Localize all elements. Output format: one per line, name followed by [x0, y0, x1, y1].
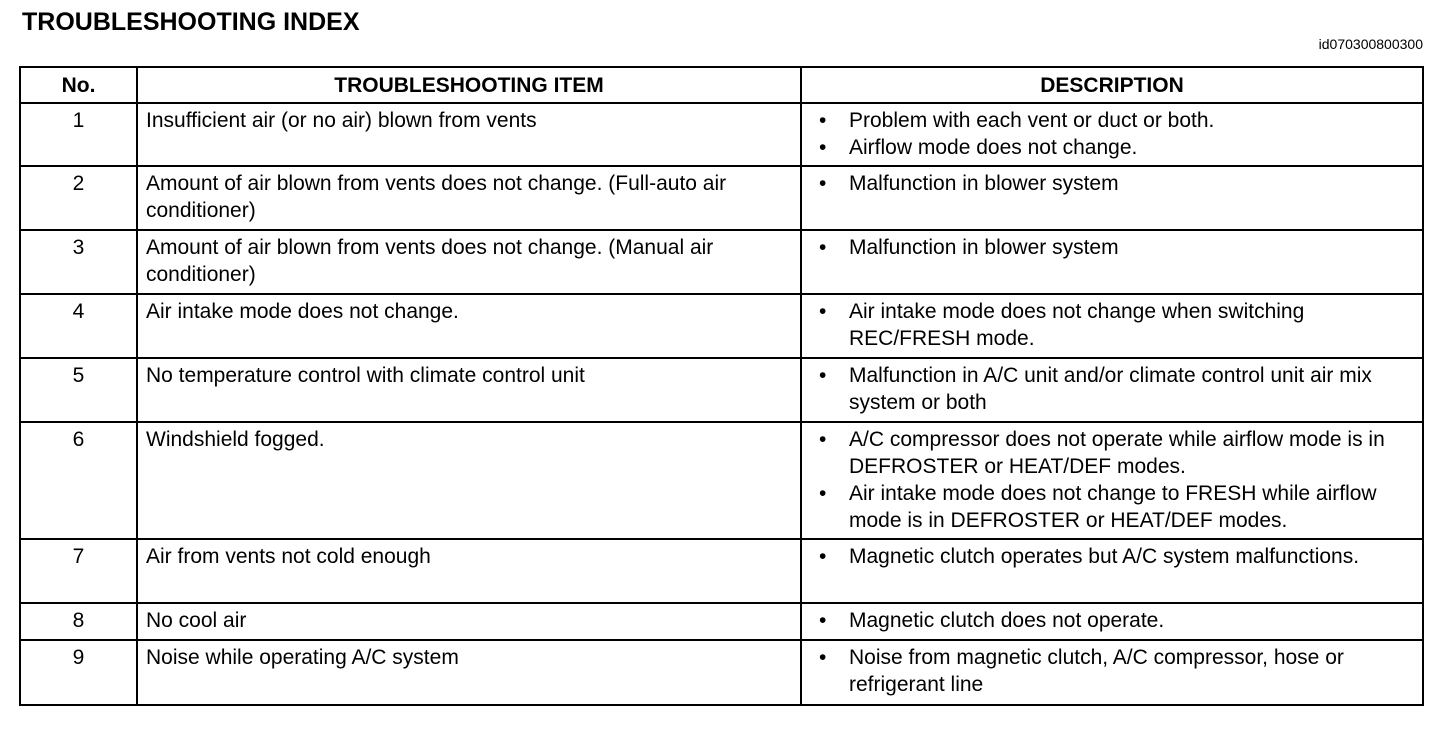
troubleshooting-item: No temperature control with climate control unit	[137, 358, 801, 422]
description-bullet	[814, 298, 1414, 352]
table-row	[20, 230, 1423, 294]
column-header-no: No.	[20, 67, 137, 103]
bullet-icon: •	[819, 109, 827, 132]
bullet-icon: •	[819, 236, 827, 259]
page-title: TROUBLESHOOTING INDEX	[22, 8, 360, 36]
description-cell	[801, 603, 1423, 640]
description-cell	[801, 230, 1423, 294]
table-row	[20, 294, 1423, 358]
bullet-icon: •	[819, 545, 827, 568]
description-text: Air intake mode does not change to FRESH while airflow mode is in DEFROSTER or HEAT/DEF modes.	[849, 482, 1377, 532]
description-bullet	[814, 480, 1414, 534]
description-cell	[801, 103, 1423, 166]
table-row	[20, 358, 1423, 422]
table-row	[20, 539, 1423, 603]
description-bullet	[814, 134, 1414, 161]
row-number: 3	[20, 230, 137, 294]
description-cell	[801, 294, 1423, 358]
bullet-icon: •	[819, 609, 827, 632]
column-header-description: DESCRIPTION	[801, 67, 1423, 103]
bullet-icon: •	[819, 482, 827, 505]
troubleshooting-item: Noise while operating A/C system	[137, 640, 801, 705]
description-text: Noise from magnetic clutch, A/C compressor, hose or refrigerant line	[849, 646, 1344, 696]
column-header-item: TROUBLESHOOTING ITEM	[137, 67, 801, 103]
description-cell	[801, 422, 1423, 539]
description-text: Magnetic clutch operates but A/C system malfunctions.	[849, 545, 1360, 568]
table-row	[20, 103, 1423, 166]
row-number: 8	[20, 603, 137, 640]
row-number: 4	[20, 294, 137, 358]
description-cell	[801, 640, 1423, 705]
row-number: 6	[20, 422, 137, 539]
troubleshooting-item: Air intake mode does not change.	[137, 294, 801, 358]
description-text: Malfunction in blower system	[849, 236, 1119, 259]
row-number: 1	[20, 103, 137, 166]
description-bullet	[814, 234, 1414, 261]
bullet-icon: •	[819, 364, 827, 387]
bullet-icon: •	[819, 300, 827, 323]
troubleshooting-table	[19, 66, 1424, 706]
troubleshooting-item: No cool air	[137, 603, 801, 640]
description-text: Malfunction in A/C unit and/or climate control unit air mix system or both	[849, 364, 1372, 414]
description-text: Malfunction in blower system	[849, 172, 1119, 195]
troubleshooting-item: Air from vents not cold enough	[137, 539, 801, 603]
bullet-icon: •	[819, 646, 827, 669]
troubleshooting-item: Amount of air blown from vents does not change. (Manual air conditioner)	[137, 230, 801, 294]
description-bullet	[814, 170, 1414, 197]
document-id: id070300800300	[1318, 36, 1423, 52]
table-header-row	[20, 67, 1423, 103]
description-cell	[801, 166, 1423, 230]
bullet-icon: •	[819, 428, 827, 451]
description-text: Problem with each vent or duct or both.	[849, 109, 1215, 132]
description-bullet	[814, 107, 1414, 134]
troubleshooting-item: Windshield fogged.	[137, 422, 801, 539]
troubleshooting-item: Amount of air blown from vents does not change. (Full-auto air conditioner)	[137, 166, 801, 230]
row-number: 9	[20, 640, 137, 705]
row-number: 5	[20, 358, 137, 422]
description-bullet	[814, 362, 1414, 416]
description-text: Airflow mode does not change.	[849, 136, 1138, 159]
table-row	[20, 603, 1423, 640]
table-row	[20, 640, 1423, 705]
bullet-icon: •	[819, 172, 827, 195]
description-cell	[801, 358, 1423, 422]
troubleshooting-item: Insufficient air (or no air) blown from vents	[137, 103, 801, 166]
description-bullet	[814, 543, 1414, 570]
description-text: Magnetic clutch does not operate.	[849, 609, 1165, 632]
bullet-icon: •	[819, 136, 827, 159]
description-bullet	[814, 607, 1414, 634]
description-bullet	[814, 644, 1414, 698]
row-number: 7	[20, 539, 137, 603]
row-number: 2	[20, 166, 137, 230]
description-cell	[801, 539, 1423, 603]
description-text: A/C compressor does not operate while airflow mode is in DEFROSTER or HEAT/DEF modes.	[849, 428, 1385, 478]
table-row	[20, 422, 1423, 539]
description-bullet	[814, 426, 1414, 480]
description-text: Air intake mode does not change when switching REC/FRESH mode.	[849, 300, 1305, 350]
table-row	[20, 166, 1423, 230]
